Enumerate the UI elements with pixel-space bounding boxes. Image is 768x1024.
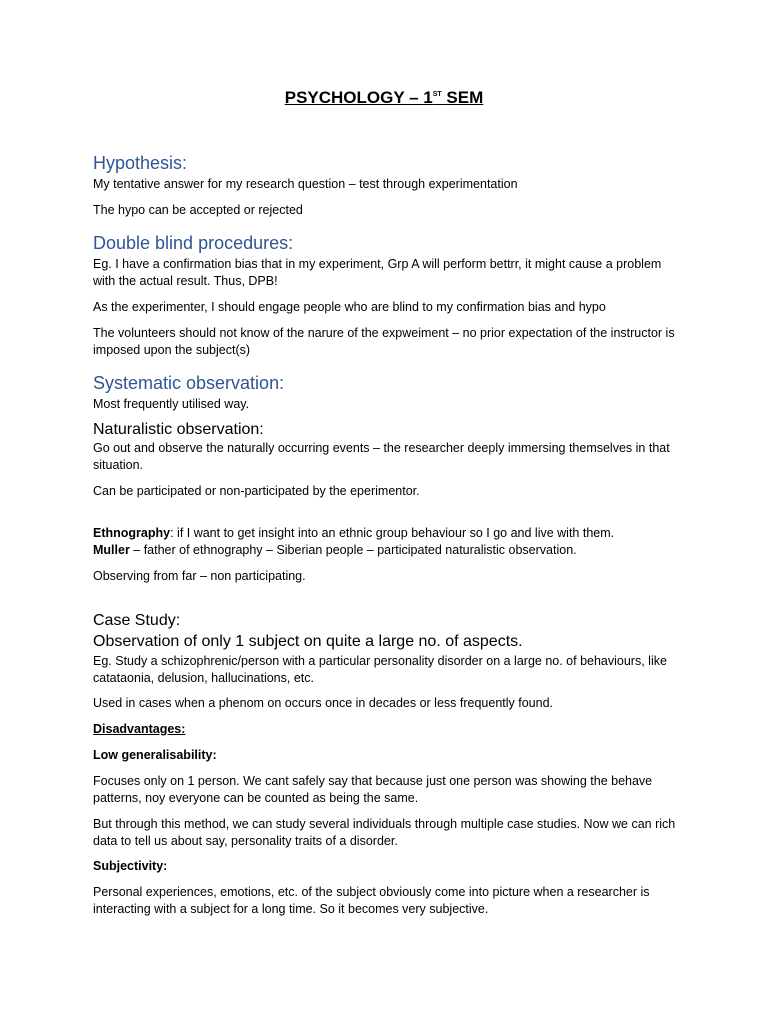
title-superscript: ST [432,91,442,98]
title-rest: SEM [441,88,484,107]
ethnography-label: Ethnography [93,526,171,540]
title-main: PSYCHOLOGY – 1 [284,88,433,107]
page-title [0,88,768,108]
low-generalisability-heading: Low generalisability: [93,748,217,762]
double-blind-heading: Double blind procedures: [93,233,294,253]
muller-label: Muller [93,543,130,557]
ethnography-line [93,525,683,542]
hypothesis-heading: Hypothesis: [93,153,188,173]
case-study-paragraph-2: Used in cases when a phenom on occurs once in decades or less frequently found. [93,696,553,710]
case-study-subheading: Observation of only 1 subject on quite a large no. of aspects. [93,633,523,650]
systematic-observation-heading: Systematic observation: [93,373,285,393]
muller-line [93,542,683,559]
muller-text: – father of ethnography – Siberian people – participated naturalistic observation. [129,543,577,557]
naturalistic-observation-heading: Naturalistic observation: [93,421,264,438]
case-study-heading: Case Study: [93,612,181,629]
case-study-paragraph-1: Eg. Study a schizophrenic/person with a particular personality disorder on a large no. of behaviours, like catataonia, delusion, hallucinations, etc. [93,654,667,685]
naturalistic-paragraph-1: Go out and observe the naturally occurring events – the researcher deeply immersing themselves in that situation. [93,441,670,472]
case-study-paragraph-5: Personal experiences, emotions, etc. of the subject obviously come into picture when a researcher is interacting with a subject for a long time. So it becomes very subjective. [93,885,650,916]
double-blind-paragraph-1: Eg. I have a confirmation bias that in my experiment, Grp A will perform bettrr, it might cause a problem with the actual result. Thus, DPB! [93,257,662,288]
systematic-observation-paragraph: Most frequently utilised way. [93,397,250,411]
double-blind-paragraph-3: The volunteers should not know of the narure of the expweiment – no prior expectation of the instructor is imposed upon the subject(s) [93,326,675,357]
hypothesis-paragraph-2: The hypo can be accepted or rejected [93,203,303,217]
naturalistic-paragraph-3: Observing from far – non participating. [93,569,306,583]
ethnography-text: : if I want to get insight into an ethnic group behaviour so I go and live with them. [170,526,615,540]
disadvantages-heading: Disadvantages: [93,722,186,736]
double-blind-paragraph-2: As the experimenter, I should engage people who are blind to my confirmation bias and hypo [93,300,606,314]
hypothesis-paragraph-1: My tentative answer for my research question – test through experimentation [93,177,518,191]
naturalistic-paragraph-2: Can be participated or non-participated by the eperimentor. [93,484,420,498]
case-study-paragraph-4: But through this method, we can study several individuals through multiple case studies. Now we can rich data to tell us about say, personality traits of a disorder. [93,817,676,848]
case-study-paragraph-3: Focuses only on 1 person. We cant safely say that because just one person was showing the behave patterns, noy everyone can be counted as being the same. [93,774,653,805]
subjectivity-heading: Subjectivity: [93,859,168,873]
